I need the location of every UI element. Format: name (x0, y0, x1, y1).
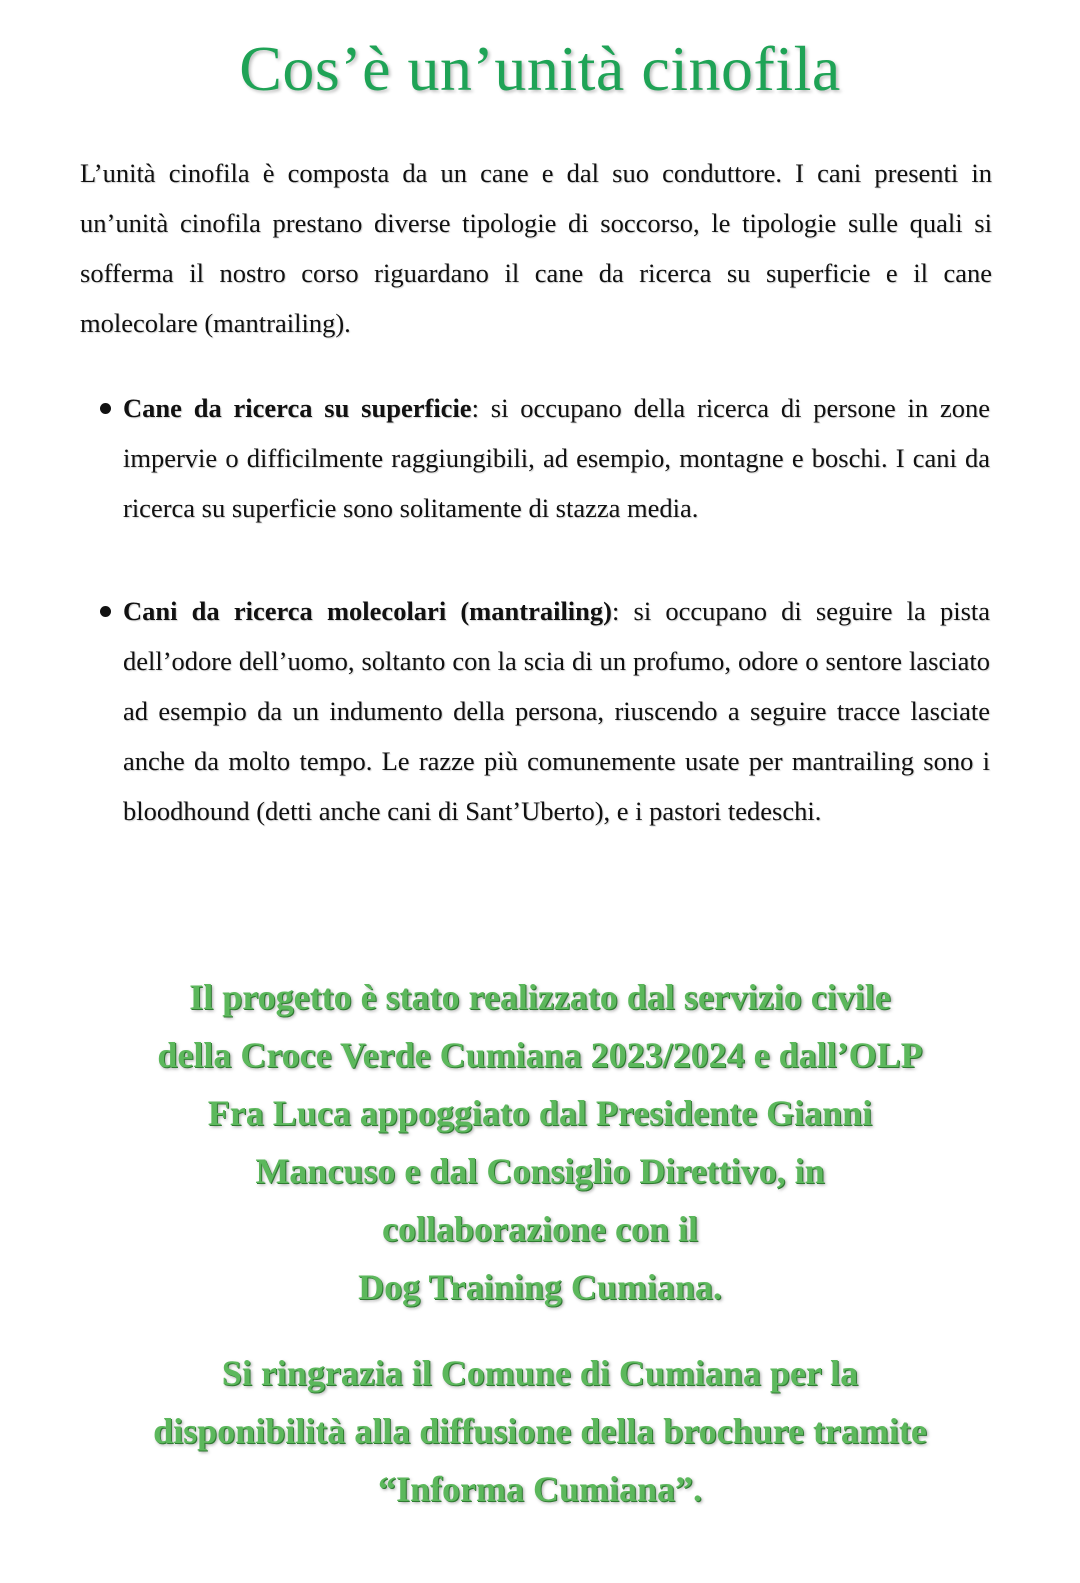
credits-line: Mancuso e dal Consiglio Direttivo, in (255, 1151, 825, 1191)
credits-line: collaborazione con il (382, 1209, 698, 1249)
credits-line: Dog Training Cumiana. (358, 1267, 722, 1307)
bullet-item-mantrailing (100, 586, 990, 836)
bullet-item-surface-search (100, 383, 990, 533)
credits-line: Fra Luca appoggiato dal Presidente Gianni (207, 1093, 873, 1133)
credits-line: Il progetto è stato realizzato dal servizio civile (189, 977, 891, 1017)
bullet-text: : si occupano di seguire la pista dell’odore dell’uomo, soltanto con la scia di un profumo, odore o sentore lasciato ad esempio da un indumento della persona, riuscendo a seguire tracce lasciate anche da molto tempo. Le razze più comunemente usate per mantrailing sono i bloodhound (detti anche cani di Sant’Uberto), e i pastori tedeschi. (123, 596, 991, 826)
credits-line: della Croce Verde Cumiana 2023/2024 e dall’OLP (157, 1035, 923, 1075)
bullet-term: Cani da ricerca molecolari (mantrailing) (123, 596, 612, 626)
bullet-text: : si occupano della ricerca di persone in zone impervie o difficilmente raggiungibili, ad esempio, montagne e boschi. I cani da ricerca su superficie sono solitamente di stazza media. (123, 393, 990, 523)
bullet-term: Cane da ricerca su superficie (123, 393, 472, 423)
thanks-line: “Informa Cumiana”. (377, 1469, 703, 1509)
thanks-line: disponibilità alla diffusione della brochure tramite (153, 1411, 927, 1451)
intro-paragraph: L’unità cinofila è composta da un cane e dal suo conduttore. I cani presenti in un’unità cinofila prestano diverse tipologie di soccorso, le tipologie sulle quali si sofferma il nostro corso riguardano il cane da ricerca su superficie e il cane molecolare (mantrailing). (80, 158, 992, 338)
bullet-body (123, 586, 990, 836)
thanks-block (60, 1344, 1020, 1518)
bullet-dot (100, 606, 111, 617)
thanks-line: Si ringrazia il Comune di Cumiana per la (221, 1353, 859, 1393)
page-title: Cos’è un’unità cinofila (239, 33, 841, 104)
bullet-body (123, 383, 990, 533)
credits-block (60, 968, 1020, 1316)
bullet-dot (100, 403, 111, 414)
